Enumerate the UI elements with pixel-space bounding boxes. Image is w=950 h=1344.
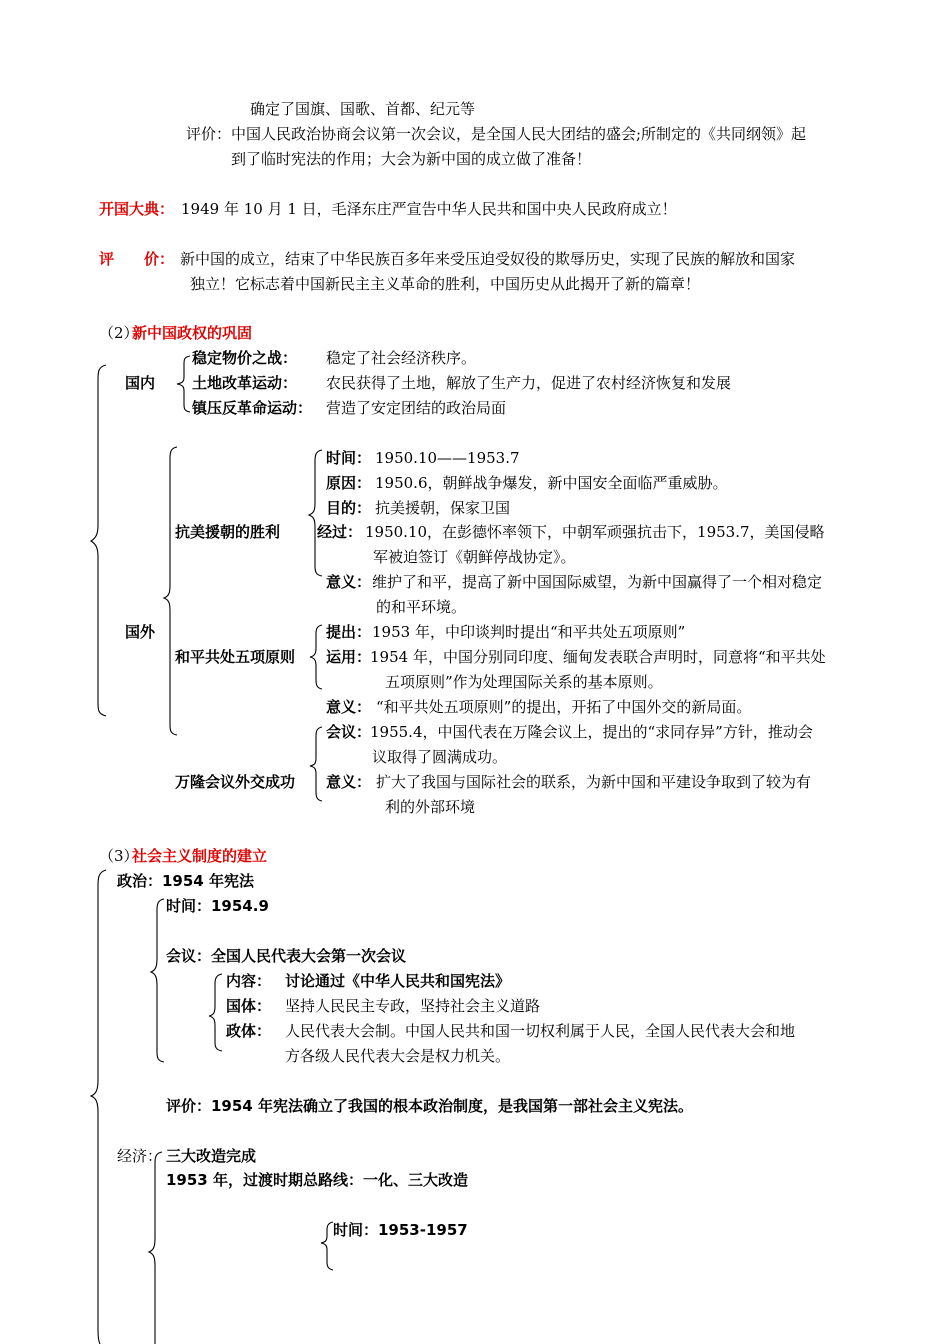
korea-time-label: 时间： (326, 449, 372, 467)
section1-line1: 确定了国旗、国歌、首都、纪元等 (250, 100, 476, 118)
economy-time: 时间：1953-1957 (333, 1221, 468, 1239)
comment-label: 评 价： (99, 250, 175, 268)
dom-item-label: 土地改革运动： (192, 374, 298, 392)
government-line2: 方各级人民代表大会是权力机关。 (285, 1047, 511, 1065)
korea-process-line1: 1950.10，在彭德怀率领下，中朝军顽强抗击下，1953.7，美国侵略 (365, 523, 825, 541)
government-label: 政体： (226, 1022, 272, 1040)
eval-text-line1: 中国人民政治协商会议第一次会议，是全国人民大团结的盛会;所制定的《共同纲领》起 (231, 125, 807, 143)
economy-label: 经济： (117, 1147, 163, 1165)
bandung-title: 万隆会议外交成功 (175, 773, 296, 791)
korea-cause-label: 原因： (326, 474, 372, 492)
eval-label: 评价： (186, 125, 232, 143)
content-text: 讨论通过《中华人民共和国宪法》 (285, 972, 511, 990)
section3-title: 社会主义制度的建立 (132, 847, 268, 865)
founding-label: 开国大典： (99, 200, 175, 218)
politics-time: 时间：1954.9 (166, 897, 269, 915)
five-apply-line1: 1954 年，中国分别同印度、缅甸发表联合声明时，同意将“和平共处 (370, 648, 826, 666)
foreign-label: 国外 (125, 623, 156, 641)
brace (209, 974, 222, 1051)
five-apply-line2: 五项原则”作为处理国际关系的基本原则。 (385, 673, 663, 691)
bandung-meeting-line2: 议取得了圆满成功。 (372, 748, 508, 766)
bandung-significance-label: 意义： (326, 773, 372, 791)
founding-text: 1949 年 10 月 1 日，毛泽东庄严宣告中华人民共和国中央人民政府成立！ (181, 200, 677, 218)
korea-significance-line1: 维护了和平，提高了新中国国际威望，为新中国赢得了一个相对稳定 (372, 573, 823, 591)
general-line-1953: 1953 年，过渡时期总路线：一化、三大改造 (166, 1171, 468, 1189)
korea-significance-line2: 的和平环境。 (376, 598, 467, 616)
bandung-significance-line1: 扩大了我国与国际社会的联系，为新中国和平建设争取到了较为有 (376, 773, 812, 791)
five-propose-label: 提出： (326, 623, 372, 641)
bandung-meeting-line1: 1955.4，中国代表在万隆会议上，提出的“求同存异”方针，推动会 (370, 723, 813, 741)
korea-war-title: 抗美援朝的胜利 (175, 523, 281, 541)
section3-number: （3） (99, 847, 139, 865)
politics-meeting: 会议：全国人民代表大会第一次会议 (166, 947, 407, 965)
korea-process-label: 经过： (317, 523, 363, 541)
government-line1: 人民代表大会制。中国人民共和国一切权利属于人民，全国人民代表大会和地 (285, 1022, 796, 1040)
constitution-evaluation: 评价：1954 年宪法确立了我国的根本政治制度，是我国第一部社会主义宪法。 (166, 1097, 693, 1115)
brace (309, 450, 322, 576)
five-significance-label: 意义： (326, 698, 372, 716)
brace (177, 356, 190, 412)
dom-item-text: 农民获得了土地，解放了生产力，促进了农村经济恢复和发展 (326, 374, 732, 392)
dom-item-text: 营造了安定团结的政治局面 (326, 399, 507, 417)
section2-number: （2） (99, 324, 139, 342)
domestic-label: 国内 (125, 374, 156, 392)
brace (149, 1152, 162, 1344)
five-significance: “和平共处五项原则”的提出，开拓了中国外交的新局面。 (376, 698, 752, 716)
state-system-label: 国体： (226, 997, 272, 1015)
eval-text-line2: 到了临时宪法的作用；大会为新中国的成立做了准备！ (231, 150, 592, 168)
brace (91, 365, 106, 716)
korea-aim-label: 目的： (326, 499, 372, 517)
content-label: 内容： (226, 972, 272, 990)
five-propose: 1953 年，中印谈判时提出“和平共处五项原则” (372, 623, 686, 641)
brace (164, 447, 177, 735)
dom-item-label: 稳定物价之战： (192, 349, 298, 367)
state-system-text: 坚持人民民主专政，坚持社会主义道路 (285, 997, 541, 1015)
korea-time: 1950.10——1953.7 (375, 449, 520, 467)
comment-line1: 新中国的成立，结束了中华民族百多年来受压迫受奴役的欺辱历史，实现了民族的解放和国家 (180, 250, 796, 268)
brace (310, 727, 322, 801)
korea-significance-label: 意义： (326, 573, 372, 591)
politics-heading: 政治：1954 年宪法 (117, 872, 254, 890)
korea-cause: 1950.6，朝鲜战争爆发，新中国安全面临严重威胁。 (375, 474, 728, 492)
bandung-meeting-label: 会议： (326, 723, 372, 741)
brace (310, 625, 322, 689)
korea-process-line2: 军被迫签订《朝鲜停战协定》。 (373, 548, 576, 566)
dom-item-label: 镇压反革命运动： (192, 399, 313, 417)
brace (91, 870, 106, 1344)
brace (321, 1222, 333, 1270)
brace (151, 899, 164, 1062)
five-principles-title: 和平共处五项原则 (175, 648, 296, 666)
section2-title: 新中国政权的巩固 (132, 324, 253, 342)
economy-text: 三大改造完成 (166, 1147, 257, 1165)
five-apply-label: 运用： (326, 648, 372, 666)
dom-item-text: 稳定了社会经济秩序。 (326, 349, 477, 367)
comment-line2: 独立！它标志着中国新民主主义革命的胜利，中国历史从此揭开了新的篇章！ (190, 275, 701, 293)
bandung-significance-line2: 利的外部环境 (385, 798, 476, 816)
korea-aim: 抗美援朝，保家卫国 (375, 499, 511, 517)
